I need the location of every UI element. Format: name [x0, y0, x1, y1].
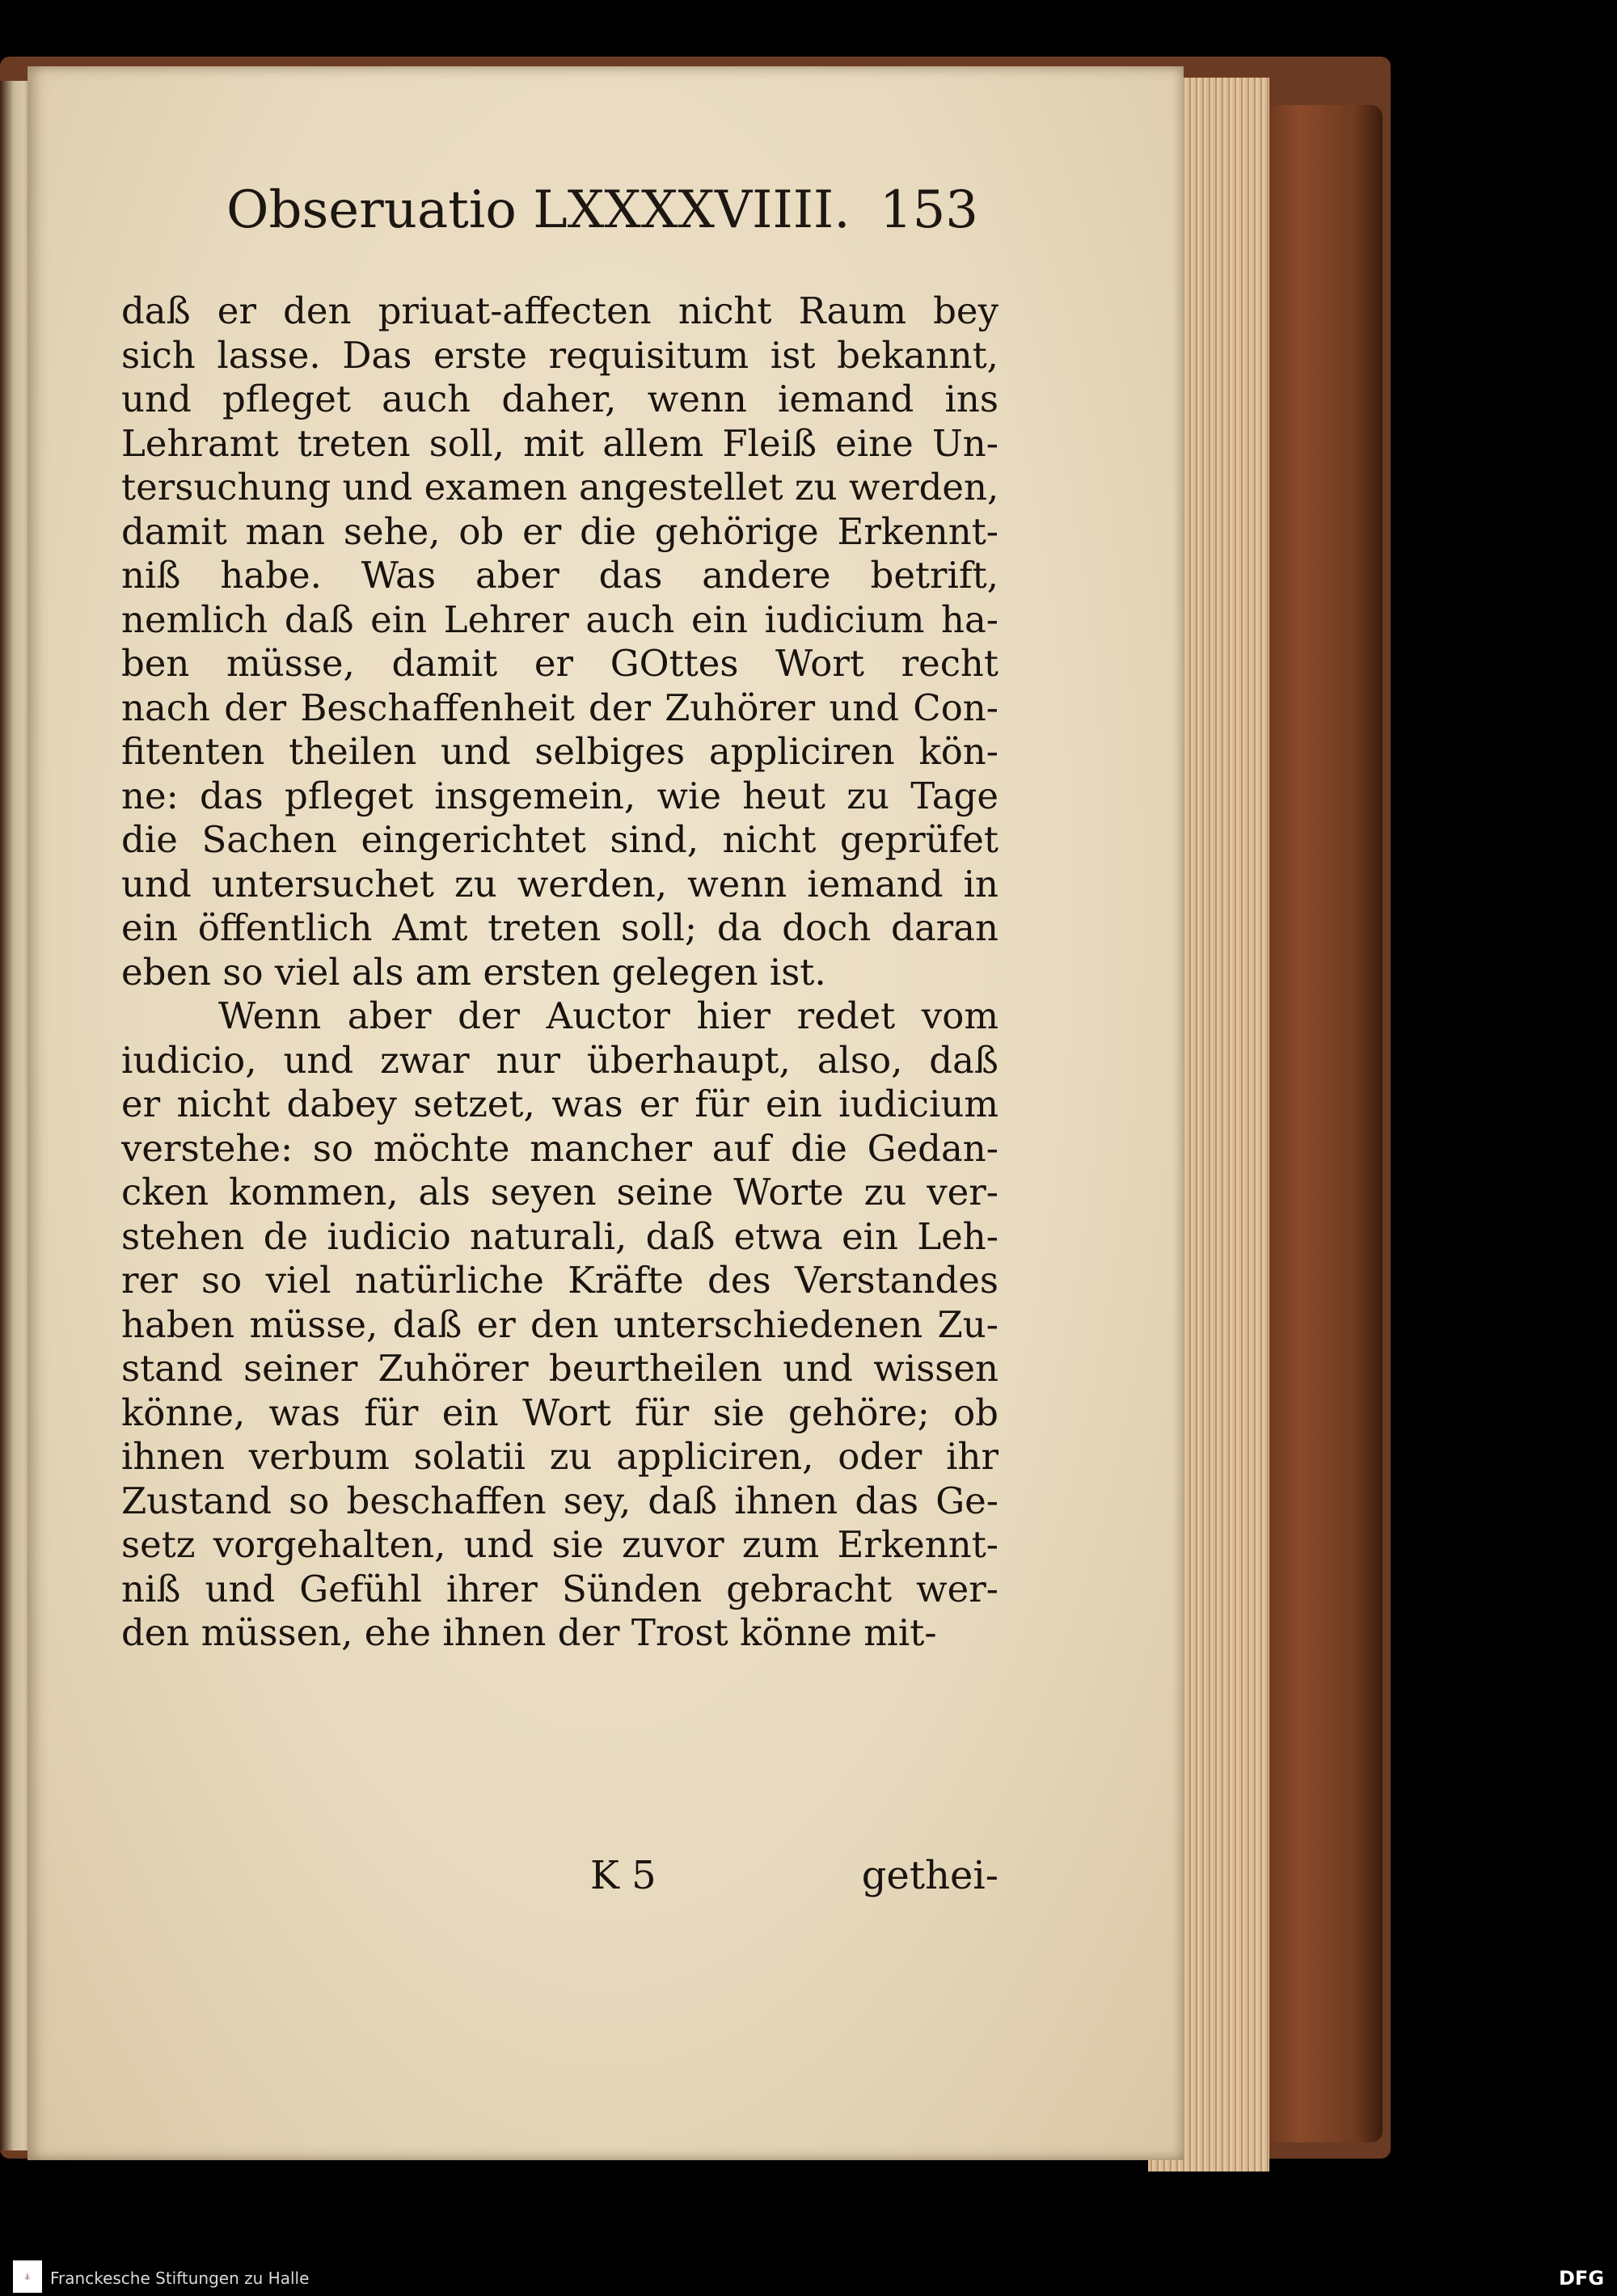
text-line: verstehe: so möchte mancher auf die Gedan-	[121, 1126, 998, 1170]
text-line: damit man sehe, ob er die gehörige Erkennt-	[121, 509, 998, 553]
text-line: nemlich daß ein Lehrer auch ein iudicium ha-	[121, 597, 998, 641]
text-line: und untersuchet zu werden, wenn iemand in	[121, 862, 998, 905]
text-line: Zustand so beschaffen sey, daß ihnen das Ge-	[121, 1479, 998, 1522]
institution-logo: ⛪	[13, 2260, 42, 2293]
body-text	[121, 289, 998, 1656]
text-line: iudicio, und zwar nur überhaupt, also, daß	[121, 1038, 998, 1082]
text-line: könne, was für ein Wort für sie gehöre; ob	[121, 1391, 998, 1434]
text-line: Lehramt treten soll, mit allem Fleiß eine Un-	[121, 421, 998, 465]
text-line: stehen de iudicio naturali, daß etwa ein Leh-	[121, 1214, 998, 1258]
text-line: niß und Gefühl ihrer Sünden gebracht wer-	[121, 1567, 998, 1610]
text-line: ein öffentlich Amt treten soll; da doch daran	[121, 906, 998, 949]
text-line: nach der Beschaffenheit der Zuhörer und Con-	[121, 686, 998, 729]
text-line: ben müsse, damit er GOttes Wort recht	[121, 642, 998, 685]
text-line: rer so viel natürliche Kräfte des Verstandes	[121, 1259, 998, 1302]
text-line: ne: das pfleget insgemein, wie heut zu Tage	[121, 774, 998, 817]
text-line: stand seiner Zuhörer beurtheilen und wissen	[121, 1347, 998, 1390]
text-line: daß er den priuat-affecten nicht Raum bey	[121, 289, 998, 332]
signature-mark: K 5	[590, 1853, 657, 1898]
text-line: tersuchung und examen angestellet zu werden,	[121, 466, 998, 509]
text-line: den müssen, ehe ihnen der Trost könne mit-	[121, 1611, 937, 1654]
running-title: Obseruatio LXXXXVIIII.	[226, 180, 851, 240]
text-line: fitenten theilen und selbiges appliciren kön-	[121, 730, 998, 773]
catchword: gethei-	[861, 1853, 998, 1898]
text-line: und pfleget auch daher, wenn iemand ins	[121, 378, 998, 420]
page-footer	[121, 1847, 998, 1904]
running-header	[226, 174, 978, 247]
text-line: haben müsse, daß er den unterschiedenen Zu-	[121, 1302, 998, 1346]
text-line: setz vorgehalten, und sie zuvor zum Erkennt-	[121, 1523, 998, 1566]
dfg-logo: DFG	[1559, 2267, 1605, 2290]
text-line: er nicht dabey setzet, was er für ein iudicium	[121, 1083, 998, 1125]
text-line: ihnen verbum solatii zu appliciren, oder ihr	[121, 1435, 998, 1478]
text-line: Wenn aber der Auctor hier redet vom	[218, 994, 998, 1037]
text-line: sich lasse. Das erste requisitum ist bekannt,	[121, 333, 998, 377]
page-number: 153	[879, 180, 978, 240]
credit-text: Franckesche Stiftungen zu Halle	[50, 2269, 310, 2288]
text-line: niß habe. Was aber das andere betrift,	[121, 554, 998, 597]
text-line: die Sachen eingerichtet sind, nicht geprüfet	[121, 818, 998, 861]
text-line: eben so viel als am ersten gelegen ist.	[121, 950, 826, 994]
text-line: cken kommen, als seyen seine Worte zu ver-	[121, 1171, 998, 1213]
